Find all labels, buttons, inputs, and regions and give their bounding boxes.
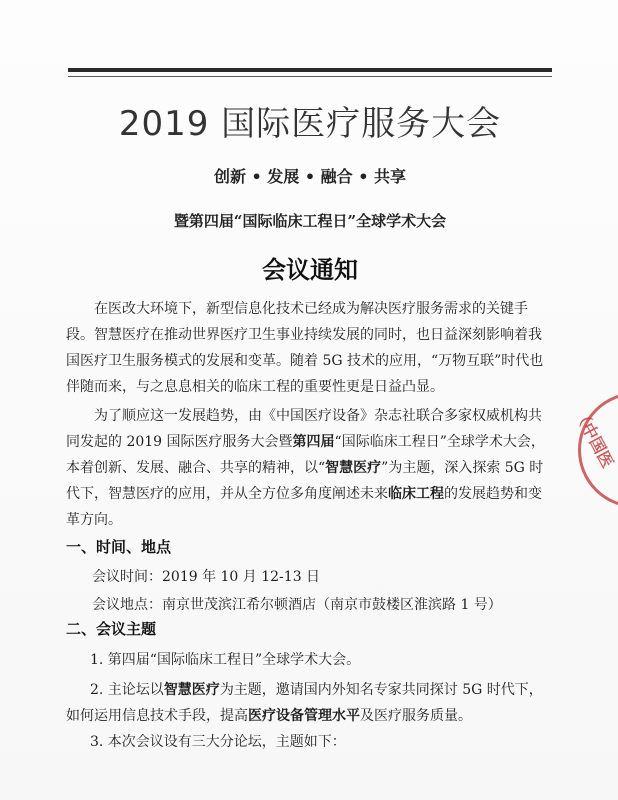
conference-subtitle: 暨第四届“国际临床工程日”全球学术大会	[173, 212, 447, 230]
intro-p2-bold-theme: 智慧医疗	[325, 460, 382, 476]
conference-title: 2019 国际医疗服务大会	[118, 104, 502, 144]
intro-p2-bold-field: 临床工程	[388, 486, 444, 502]
intro-p2-text-c: “国际临床工程日”全球学术大会，本着创新、发展、融合、共享的精神，以“	[66, 434, 545, 476]
intro-p2-text-a: 为了顺应这一发展趋势，由《中国医疗设备》杂志社联合多家权威机构共同发起的 2019 国际医疗服务大会暨	[66, 408, 542, 450]
conference-slogan: 创新 • 发展 • 融合 • 共享	[213, 167, 407, 186]
meeting-place: 会议地点：南京世茂滨江希尔顿酒店（南京市鼓楼区淮滨路 1 号）	[92, 597, 502, 613]
theme-item-1: 1. 第四届“国际临床工程日”全球学术大会。	[90, 652, 361, 668]
intro-paragraph-1: 在医改大环境下，新型信息化技术已经成为解决医疗服务需求的关键手段。智慧医疗在推动世界医疗卫生事业持续发展的同时，也日益深刻影响着我国医疗卫生服务模式的发展和变革。随着 5G 技术的应用，“万物互联”时代也伴随而来，与之息息相关的临床工程的重要性更是日益凸显。	[66, 301, 544, 395]
section-heading-theme: 二、会议主题	[66, 620, 157, 638]
section-heading-time-place: 一、时间、地点	[66, 538, 172, 556]
official-seal-text: （中国医	[570, 405, 618, 471]
intro-p2-text-e: ”为主题，深入探索 5G 时代下，智慧医疗的应用，并从全方位多角度阐述未来	[66, 460, 544, 502]
header-rule-thin	[68, 76, 552, 77]
theme-item-2-bold-a: 智慧医疗	[163, 682, 220, 698]
intro-p2-bold-edition: 第四届	[292, 434, 335, 450]
intro-paragraph-2	[66, 403, 552, 533]
theme-item-2	[66, 677, 552, 729]
meeting-time: 会议时间：2019 年 10 月 12-13 日	[92, 569, 321, 585]
intro-p2-text-g: 的发展趋势和变革方向。	[66, 486, 542, 528]
theme-item-3: 3. 本次会议设有三大分论坛，主题如下：	[90, 734, 346, 750]
theme-item-2-text-c: 为主题，邀请国内外知名专家共同探讨 5G 时代下，如何运用信息技术手段，提高	[66, 682, 543, 724]
theme-item-2-bold-b: 医疗设备管理水平	[248, 708, 360, 724]
theme-item-2-text-a: 2. 主论坛以	[90, 682, 164, 698]
theme-item-2-text-e: 及医疗服务质量。	[360, 708, 472, 724]
notice-title: 会议通知	[262, 256, 358, 284]
header-rule-thick	[68, 68, 552, 72]
